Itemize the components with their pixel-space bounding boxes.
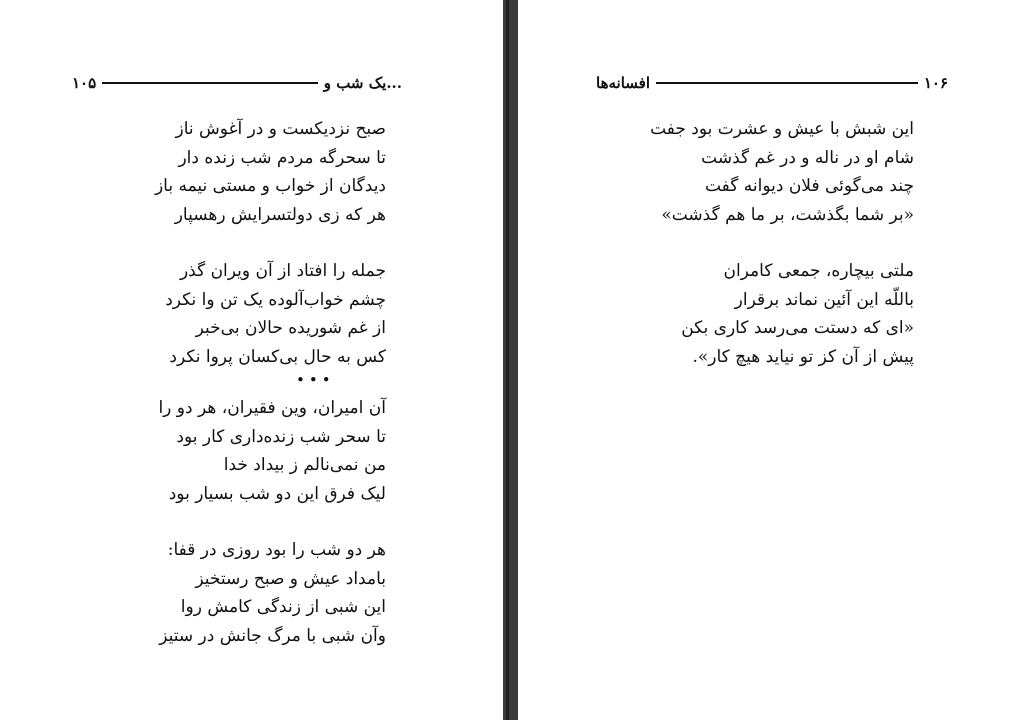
verse-line: از غم شوریده حالان بی‌خبر [195, 318, 386, 339]
right-running-title: افسانه‌ها [596, 74, 650, 92]
right-page-number: ۱۰۶ [923, 74, 948, 92]
verse-line: چند می‌گوئی فلان دیوانه گفت [704, 176, 914, 197]
right-stanza-2 [594, 257, 914, 371]
verse-line: این شبی از زندگی کامش روا [180, 597, 386, 618]
verse-line: ملتی بیچاره، جمعی کامران [723, 261, 914, 281]
verse-line: شام او در ناله و در غم گذشت [701, 147, 914, 168]
verse-line: لیک فرق این دو شب بسیار بود [168, 483, 386, 504]
left-page-number: ۱۰۵ [72, 74, 97, 92]
verse-line: «بر شما بگذشت، بر ما هم گذشت» [661, 204, 914, 225]
verse-line: دیدگان از خواب و مستی نیمه باز [154, 176, 386, 197]
left-stanza-4 [86, 536, 386, 650]
right-running-head [596, 72, 948, 94]
verse-line: باللّه این آئین نماند برقرار [734, 289, 914, 310]
verse-line: وآن شبی با مرگ جانش در ستیز [159, 625, 386, 646]
verse-line: جمله را افتاد از آن ویران گذر [179, 261, 386, 281]
verse-line: من نمی‌نالم ز بیداد خدا [223, 455, 386, 476]
left-running-title: یک شب و... [323, 74, 402, 92]
right-head-rule [656, 82, 918, 84]
verse-line: تا سحرگه مردم شب زنده دار [178, 147, 386, 168]
verse-line: «ای که دستت می‌رسد کاری بکن [681, 318, 914, 339]
section-ornament: ••• [296, 371, 335, 389]
verse-line: این شبش با عیش و عشرت بود جفت [650, 119, 914, 139]
verse-line: صبح نزدیکست و در آغوش ناز [175, 119, 386, 139]
book-spine-edge [506, 0, 509, 720]
verse-line: کس به حال بی‌کسان پروا نکرد [169, 346, 386, 367]
verse-line: چشم خواب‌آلوده یک تن وا نکرد [165, 289, 386, 310]
verse-line: هر که زی دولتسرایش رهسپار [174, 204, 386, 225]
right-stanza-1 [594, 115, 914, 229]
left-page [0, 0, 503, 720]
verse-line: بامداد عیش و صبح رستخیز [195, 568, 386, 589]
verse-line: آن امیران، وین فقیران، هر دو را [158, 398, 386, 418]
right-page [518, 0, 1024, 720]
verse-line: تا سحر شب زنده‌داری کار بود [176, 426, 386, 447]
verse-line: هر دو شب را بود روزی در قفا: [167, 540, 386, 560]
left-stanza-3 [86, 394, 386, 508]
left-stanza-2 [86, 257, 386, 371]
verse-line: پیش از آن کز تو نیاید هیچ کار». [692, 346, 914, 367]
left-running-head [72, 72, 402, 94]
left-stanza-1 [86, 115, 386, 229]
left-head-rule [102, 82, 318, 84]
